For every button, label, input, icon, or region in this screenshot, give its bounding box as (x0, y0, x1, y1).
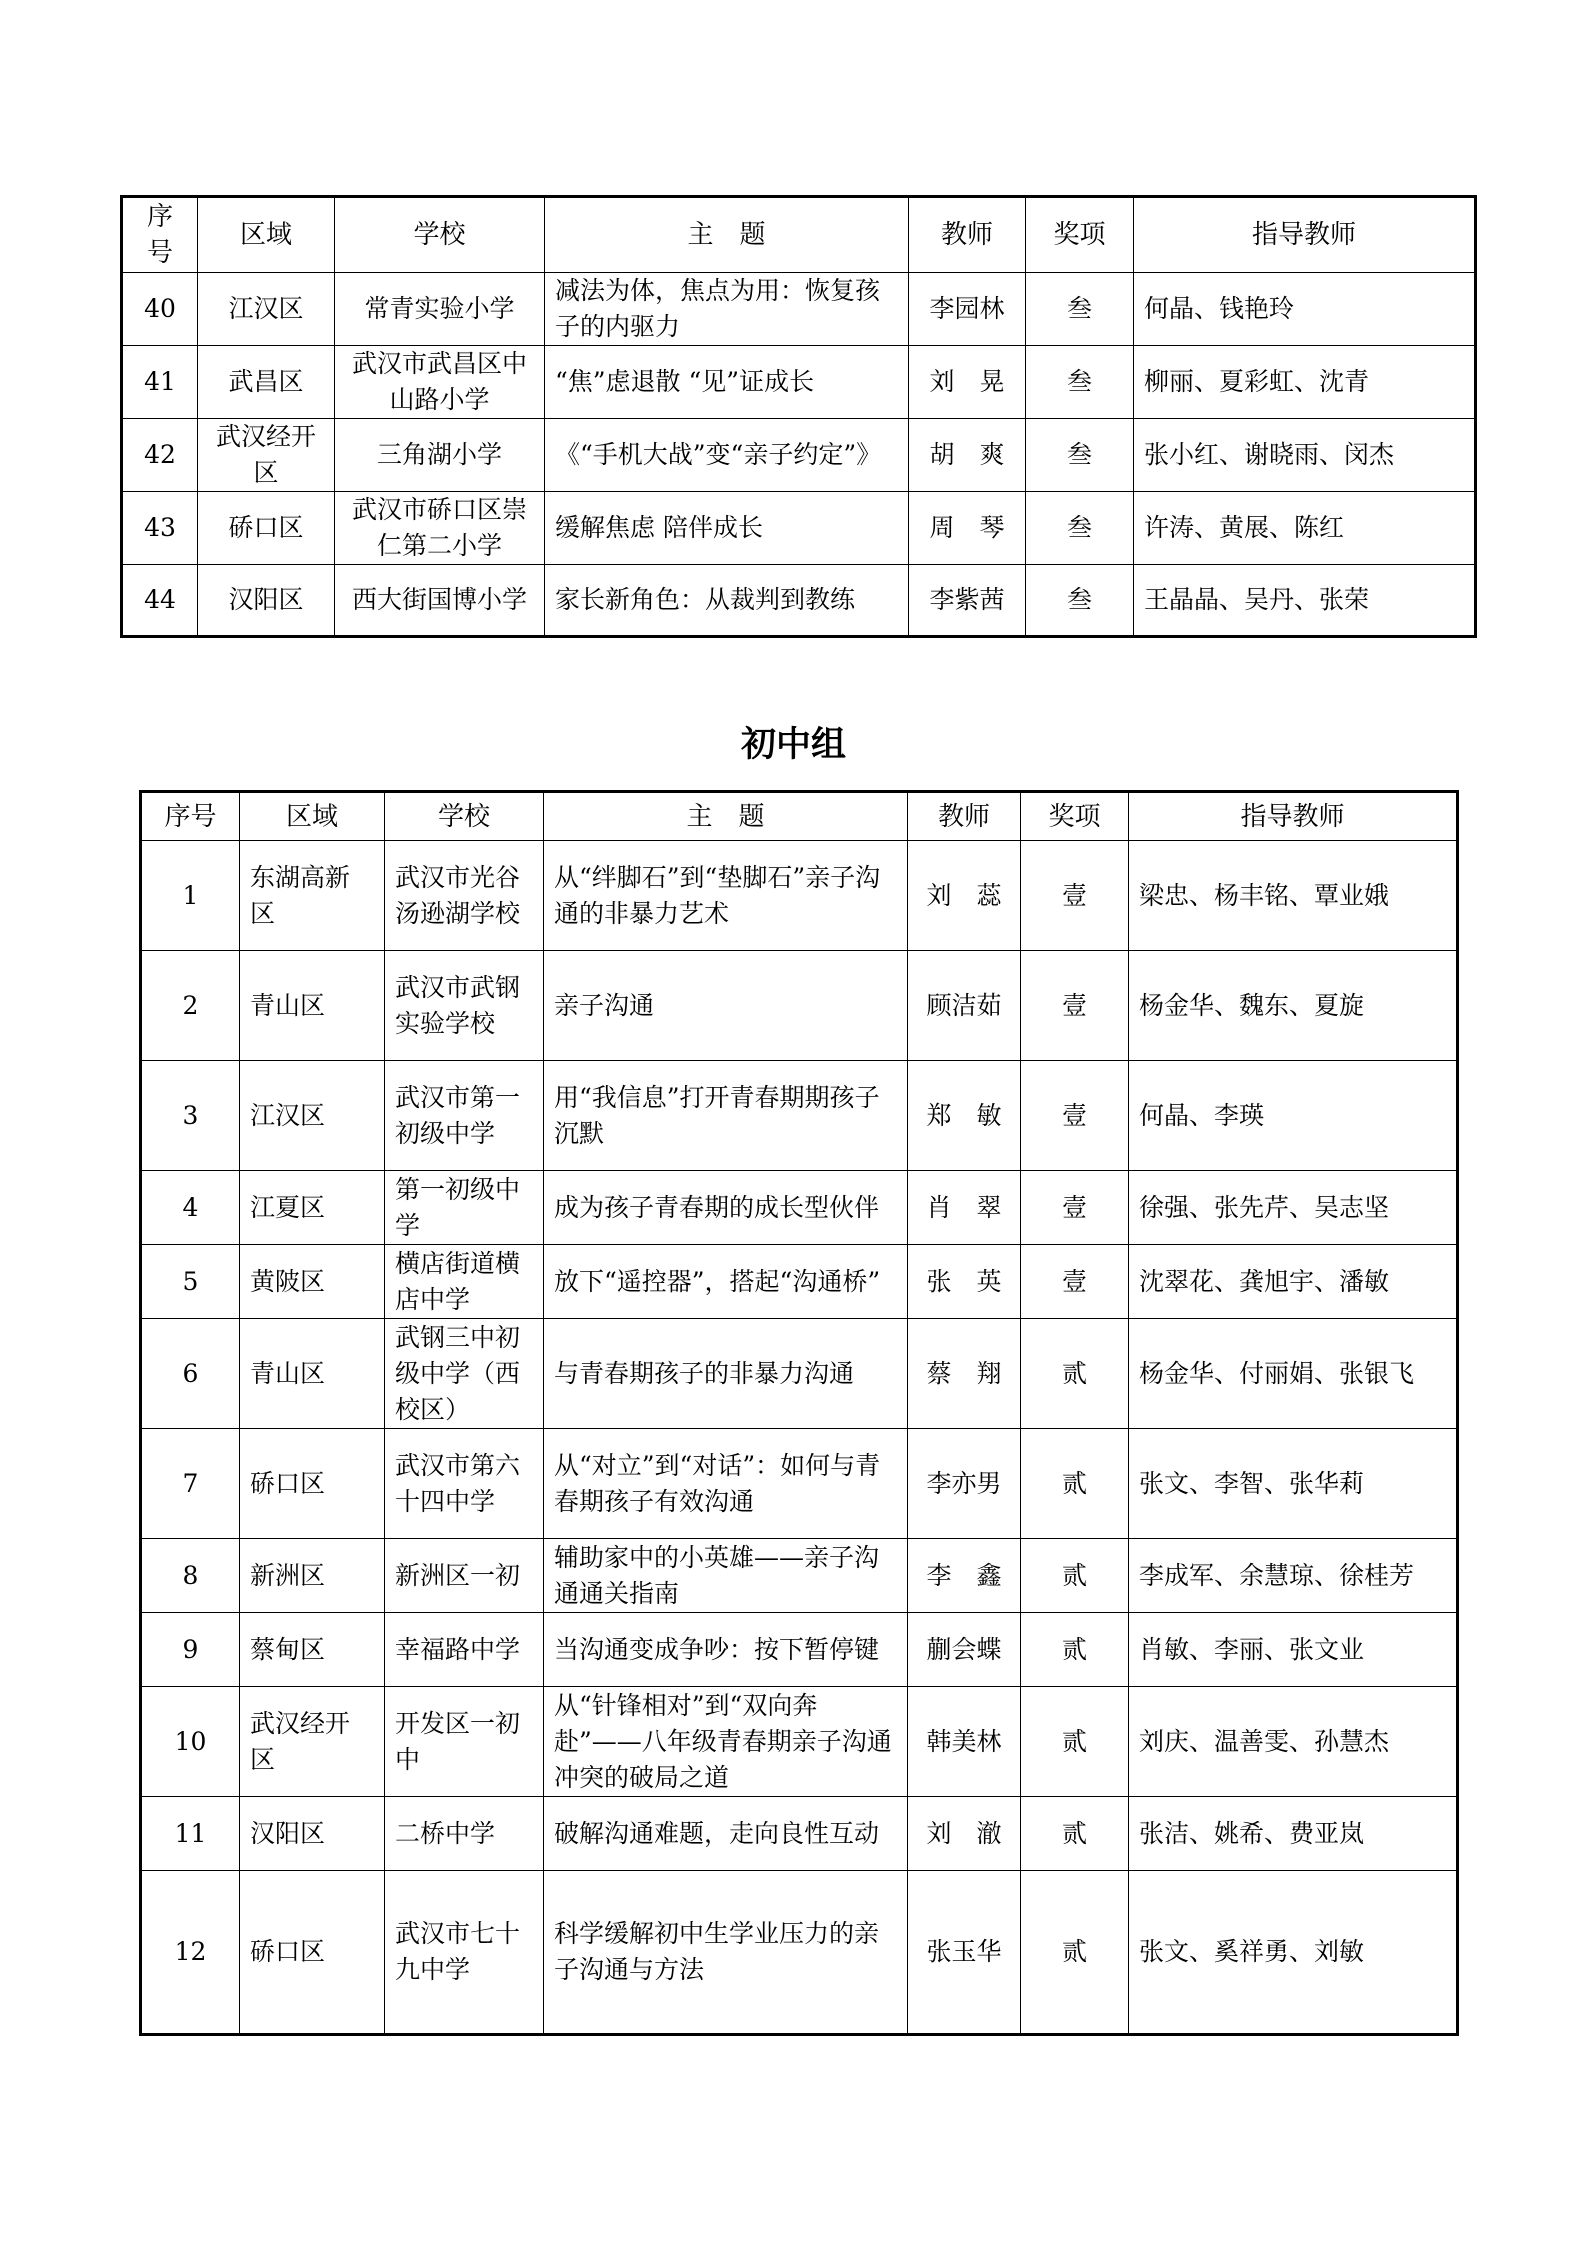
col-header-award: 奖项 (1026, 197, 1134, 273)
cell-award: 壹 (1021, 951, 1129, 1061)
cell-teacher: 蒯会蝶 (908, 1613, 1021, 1687)
cell-award: 壹 (1021, 1171, 1129, 1245)
cell-topic: 从“绊脚石”到“垫脚石”亲子沟通的非暴力艺术 (544, 841, 908, 951)
cell-area: 江夏区 (240, 1171, 385, 1245)
cell-award: 贰 (1021, 1797, 1129, 1871)
cell-teacher: 郑 敏 (908, 1061, 1021, 1171)
cell-teacher: 刘 晃 (909, 346, 1026, 419)
col-header-area: 区域 (198, 197, 335, 273)
cell-teacher: 蔡 翔 (908, 1319, 1021, 1429)
cell-topic: 当沟通变成争吵：按下暂停键 (544, 1613, 908, 1687)
cell-no: 6 (141, 1319, 240, 1429)
cell-teacher: 刘 澈 (908, 1797, 1021, 1871)
cell-area: 青山区 (240, 951, 385, 1061)
cell-no: 43 (122, 492, 198, 565)
cell-award: 壹 (1021, 1061, 1129, 1171)
cell-topic: 从“对立”到“对话”：如何与青春期孩子有效沟通 (544, 1429, 908, 1539)
primary-award-table (120, 195, 1477, 638)
cell-award: 贰 (1021, 1687, 1129, 1797)
cell-school: 二桥中学 (385, 1797, 544, 1871)
cell-topic: 家长新角色：从裁判到教练 (545, 565, 909, 637)
cell-guides: 何晶、李瑛 (1129, 1061, 1458, 1171)
table-row (141, 1319, 1458, 1429)
cell-teacher: 韩美林 (908, 1687, 1021, 1797)
col-header-area: 区域 (240, 792, 385, 841)
cell-school: 第一初级中学 (385, 1171, 544, 1245)
col-header-topic: 主 题 (544, 792, 908, 841)
cell-guides: 张小红、谢晓雨、闵杰 (1134, 419, 1476, 492)
col-header-school: 学校 (335, 197, 545, 273)
cell-topic: 与青春期孩子的非暴力沟通 (544, 1319, 908, 1429)
col-header-teacher: 教师 (909, 197, 1026, 273)
cell-teacher: 张玉华 (908, 1871, 1021, 2035)
cell-teacher: 李园林 (909, 273, 1026, 346)
cell-school: 横店街道横店中学 (385, 1245, 544, 1319)
cell-guides: 王晶晶、吴丹、张荣 (1134, 565, 1476, 637)
cell-topic: “焦”虑退散 “见”证成长 (545, 346, 909, 419)
cell-no: 40 (122, 273, 198, 346)
cell-topic: 破解沟通难题，走向良性互动 (544, 1797, 908, 1871)
cell-school: 三角湖小学 (335, 419, 545, 492)
cell-teacher: 胡 爽 (909, 419, 1026, 492)
cell-topic: 科学缓解初中生学业压力的亲子沟通与方法 (544, 1871, 908, 2035)
cell-area: 汉阳区 (240, 1797, 385, 1871)
cell-school: 常青实验小学 (335, 273, 545, 346)
cell-topic: 用“我信息”打开青春期期孩子沉默 (544, 1061, 908, 1171)
table-row (141, 1061, 1458, 1171)
cell-guides: 杨金华、魏东、夏旋 (1129, 951, 1458, 1061)
cell-no: 12 (141, 1871, 240, 2035)
cell-award: 贰 (1021, 1539, 1129, 1613)
cell-topic: 缓解焦虑 陪伴成长 (545, 492, 909, 565)
col-header-award: 奖项 (1021, 792, 1129, 841)
table-row (141, 1245, 1458, 1319)
cell-topic: 从“针锋相对”到“双向奔赴”——八年级青春期亲子沟通冲突的破局之道 (544, 1687, 908, 1797)
table-row (141, 841, 1458, 951)
cell-no: 4 (141, 1171, 240, 1245)
cell-teacher: 李紫茜 (909, 565, 1026, 637)
cell-guides: 沈翠花、龚旭宇、潘敏 (1129, 1245, 1458, 1319)
cell-teacher: 刘 蕊 (908, 841, 1021, 951)
cell-school: 武汉市武昌区中山路小学 (335, 346, 545, 419)
section-title: 初中组 (740, 725, 846, 765)
cell-teacher: 李 鑫 (908, 1539, 1021, 1613)
cell-no: 3 (141, 1061, 240, 1171)
table-row (122, 419, 1476, 492)
cell-teacher: 张 英 (908, 1245, 1021, 1319)
cell-guides: 张文、李智、张华莉 (1129, 1429, 1458, 1539)
cell-teacher: 周 琴 (909, 492, 1026, 565)
cell-award: 贰 (1021, 1613, 1129, 1687)
col-header-teacher: 教师 (908, 792, 1021, 841)
cell-school: 西大街国博小学 (335, 565, 545, 637)
cell-area: 硚口区 (240, 1429, 385, 1539)
cell-area: 武汉经开区 (198, 419, 335, 492)
col-header-school: 学校 (385, 792, 544, 841)
col-header-no: 序号 (141, 792, 240, 841)
cell-no: 1 (141, 841, 240, 951)
col-header-no: 序 号 (122, 197, 198, 273)
cell-guides: 肖敏、李丽、张文业 (1129, 1613, 1458, 1687)
cell-no: 5 (141, 1245, 240, 1319)
cell-guides: 何晶、钱艳玲 (1134, 273, 1476, 346)
cell-area: 东湖高新区 (240, 841, 385, 951)
cell-no: 41 (122, 346, 198, 419)
cell-guides: 李成军、余慧琼、徐桂芳 (1129, 1539, 1458, 1613)
cell-school: 武汉市武钢实验学校 (385, 951, 544, 1061)
cell-topic: 辅助家中的小英雄——亲子沟通通关指南 (544, 1539, 908, 1613)
cell-teacher: 李亦男 (908, 1429, 1021, 1539)
cell-topic: 《“手机大战”变“亲子约定”》 (545, 419, 909, 492)
cell-school: 新洲区一初 (385, 1539, 544, 1613)
cell-area: 青山区 (240, 1319, 385, 1429)
cell-area: 硚口区 (198, 492, 335, 565)
cell-guides: 梁忠、杨丰铭、覃业娥 (1129, 841, 1458, 951)
cell-no: 7 (141, 1429, 240, 1539)
cell-guides: 刘庆、温善雯、孙慧杰 (1129, 1687, 1458, 1797)
cell-award: 叁 (1026, 346, 1134, 419)
cell-teacher: 肖 翠 (908, 1171, 1021, 1245)
cell-school: 武汉市第一初级中学 (385, 1061, 544, 1171)
cell-topic: 成为孩子青春期的成长型伙伴 (544, 1171, 908, 1245)
cell-school: 开发区一初中 (385, 1687, 544, 1797)
cell-school: 武钢三中初级中学（西校区） (385, 1319, 544, 1429)
cell-guides: 徐强、张先芹、吴志坚 (1129, 1171, 1458, 1245)
cell-area: 武汉经开区 (240, 1687, 385, 1797)
table-row (141, 1539, 1458, 1613)
cell-no: 9 (141, 1613, 240, 1687)
cell-guides: 张文、奚祥勇、刘敏 (1129, 1871, 1458, 2035)
table-row (141, 951, 1458, 1061)
cell-area: 武昌区 (198, 346, 335, 419)
table-row (141, 1429, 1458, 1539)
cell-area: 新洲区 (240, 1539, 385, 1613)
cell-no: 8 (141, 1539, 240, 1613)
cell-award: 叁 (1026, 419, 1134, 492)
cell-topic: 减法为体，焦点为用：恢复孩子的内驱力 (545, 273, 909, 346)
table-row (141, 1613, 1458, 1687)
cell-school: 武汉市光谷汤逊湖学校 (385, 841, 544, 951)
table-row (141, 1871, 1458, 2035)
cell-no: 44 (122, 565, 198, 637)
col-header-guides: 指导教师 (1129, 792, 1458, 841)
junior-award-table (139, 790, 1459, 2036)
table-row (141, 1171, 1458, 1245)
cell-teacher: 顾洁茹 (908, 951, 1021, 1061)
cell-award: 贰 (1021, 1429, 1129, 1539)
cell-award: 壹 (1021, 1245, 1129, 1319)
cell-award: 叁 (1026, 273, 1134, 346)
table-row (122, 565, 1476, 637)
cell-area: 汉阳区 (198, 565, 335, 637)
col-header-topic: 主 题 (545, 197, 909, 273)
cell-topic: 放下“遥控器”，搭起“沟通桥” (544, 1245, 908, 1319)
cell-area: 蔡甸区 (240, 1613, 385, 1687)
cell-no: 42 (122, 419, 198, 492)
col-header-guides: 指导教师 (1134, 197, 1476, 273)
table-header-row (141, 792, 1458, 841)
cell-award: 贰 (1021, 1871, 1129, 2035)
cell-area: 江汉区 (198, 273, 335, 346)
table-row (141, 1687, 1458, 1797)
cell-school: 武汉市硚口区崇仁第二小学 (335, 492, 545, 565)
cell-guides: 许涛、黄展、陈红 (1134, 492, 1476, 565)
cell-school: 武汉市七十九中学 (385, 1871, 544, 2035)
cell-no: 2 (141, 951, 240, 1061)
cell-area: 黄陂区 (240, 1245, 385, 1319)
table-row (122, 492, 1476, 565)
cell-school: 幸福路中学 (385, 1613, 544, 1687)
cell-topic: 亲子沟通 (544, 951, 908, 1061)
cell-area: 江汉区 (240, 1061, 385, 1171)
cell-award: 叁 (1026, 492, 1134, 565)
table-row (141, 1797, 1458, 1871)
cell-award: 贰 (1021, 1319, 1129, 1429)
cell-area: 硚口区 (240, 1871, 385, 2035)
table-row (122, 346, 1476, 419)
cell-guides: 柳丽、夏彩虹、沈青 (1134, 346, 1476, 419)
table-header-row (122, 197, 1476, 273)
cell-no: 11 (141, 1797, 240, 1871)
cell-award: 壹 (1021, 841, 1129, 951)
cell-guides: 张洁、姚希、费亚岚 (1129, 1797, 1458, 1871)
cell-school: 武汉市第六十四中学 (385, 1429, 544, 1539)
table-row (122, 273, 1476, 346)
cell-no: 10 (141, 1687, 240, 1797)
cell-award: 叁 (1026, 565, 1134, 637)
cell-guides: 杨金华、付丽娟、张银飞 (1129, 1319, 1458, 1429)
